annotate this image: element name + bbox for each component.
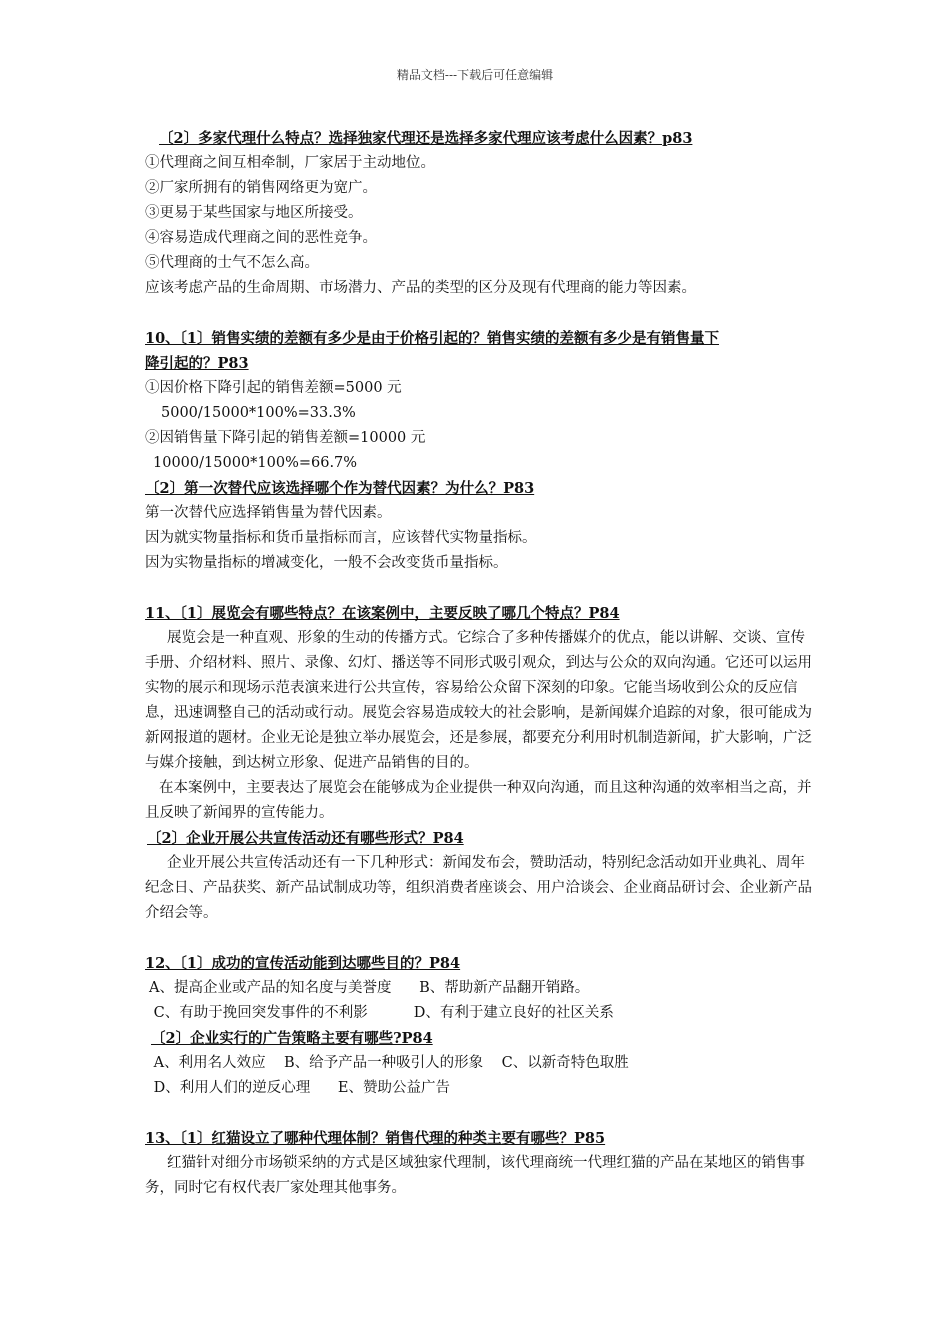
- answer-text: ②因销售量下降引起的销售差额=10000 元: [145, 430, 426, 446]
- question-heading: 12、〔1〕成功的宣传活动能到达哪些目的？P84: [145, 955, 461, 972]
- list-item: ⑤代理商的士气不怎么高。: [145, 255, 319, 271]
- list-item: ③更易于某些国家与地区所接受。: [145, 205, 363, 221]
- question-heading: 13、〔1〕红猫设立了哪种代理体制？销售代理的种类主要有哪些？P85: [145, 1130, 606, 1147]
- answer-text: 因为实物量指标的增减变化，一般不会改变货币量指标。: [145, 555, 508, 571]
- list-item: ④容易造成代理商之间的恶性竞争。: [145, 230, 377, 246]
- answer-text: 应该考虑产品的生命周期、市场潜力、产品的类型的区分及现有代理商的能力等因素。: [145, 280, 696, 296]
- question-heading: 〔2〕多家代理什么特点？选择独家代理还是选择多家代理应该考虑什么因素？p83: [159, 130, 693, 147]
- answer-text: 因为就实物量指标和货币量指标而言，应该替代实物量指标。: [145, 530, 537, 546]
- question-heading: 〔2〕第一次替代应该选择哪个作为替代因素？为什么？P83: [145, 480, 535, 497]
- list-item: ②厂家所拥有的销售网络更为宽广。: [145, 180, 377, 196]
- page-header: 精品文档---下载后可任意编辑: [396, 68, 554, 82]
- calculation-text: 5000/15000*100%=33.3%: [161, 405, 356, 421]
- paragraph: 红猫针对细分市场锁采纳的方式是区域独家代理制，该代理商统一代理红猫的产品在某地区的销售事务，同时它有权代表厂家处理其他事务。: [145, 1155, 805, 1196]
- answer-text: 第一次替代应选择销售量为替代因素。: [145, 505, 392, 521]
- document-body: [145, 126, 815, 1201]
- paragraph: 企业开展公共宣传活动还有一下几种形式：新闻发布会，赞助活动，特别纪念活动如开业典礼、周年纪念日、产品获奖、新产品试制成功等，组织消费者座谈会、用户洽谈会、企业商品研讨会、企业新产品介绍会等。: [145, 855, 812, 921]
- option-row: D、利用人们的逆反心理 E、赞助公益广告: [149, 1080, 450, 1096]
- question-heading: 11、〔1〕展览会有哪些特点？在该案例中，主要反映了哪几个特点？P84: [145, 605, 620, 622]
- question-heading: 〔2〕企业实行的广告策略主要有哪些?P84: [151, 1030, 433, 1047]
- option-row: A、利用名人效应 B、给予产品一种吸引人的形象 C、以新奇特色取胜: [149, 1055, 629, 1071]
- calculation-text: 10000/15000*100%=66.7%: [153, 455, 358, 471]
- list-item: ①代理商之间互相牵制，厂家居于主动地位。: [145, 155, 435, 171]
- option-row: A、提高企业或产品的知名度与美誉度 B、帮助新产品翻开销路。: [149, 980, 590, 996]
- paragraph: 展览会是一种直观、形象的生动的传播方式。它综合了多种传播媒介的优点，能以讲解、交谈、宣传手册、介绍材料、照片、录像、幻灯、播送等不同形式吸引观众，到达与公众的双向沟通。它还可以运用实物的展示和现场示范表演来进行公共宣传，容易给公众留下深刻的印象。它能当场收到公众的反应信息，迅速调整自己的活动或行动。展览会容易造成较大的社会影响，是新闻媒介追踪的对象，很可能成为新网报道的题材。企业无论是独立举办展览会，还是参展，都要充分利用时机制造新闻，扩大影响，广泛与媒介接触，到达树立形象、促进产品销售的目的。: [145, 630, 812, 771]
- question-heading: 10、〔1〕销售实绩的差额有多少是由于价格引起的？销售实绩的差额有多少是有销售量下: [145, 330, 720, 347]
- option-row: C、有助于挽回突发事件的不利影 D、有利于建立良好的社区关系: [149, 1005, 614, 1021]
- question-heading: 〔2〕企业开展公共宣传活动还有哪些形式？P84: [147, 830, 464, 847]
- question-heading-continued: 降引起的？P83: [145, 355, 249, 372]
- paragraph: 在本案例中，主要表达了展览会在能够成为企业提供一种双向沟通，而且这种沟通的效率相当之高，并且反映了新闻界的宣传能力。: [145, 780, 812, 821]
- answer-text: ①因价格下降引起的销售差额=5000 元: [145, 380, 402, 396]
